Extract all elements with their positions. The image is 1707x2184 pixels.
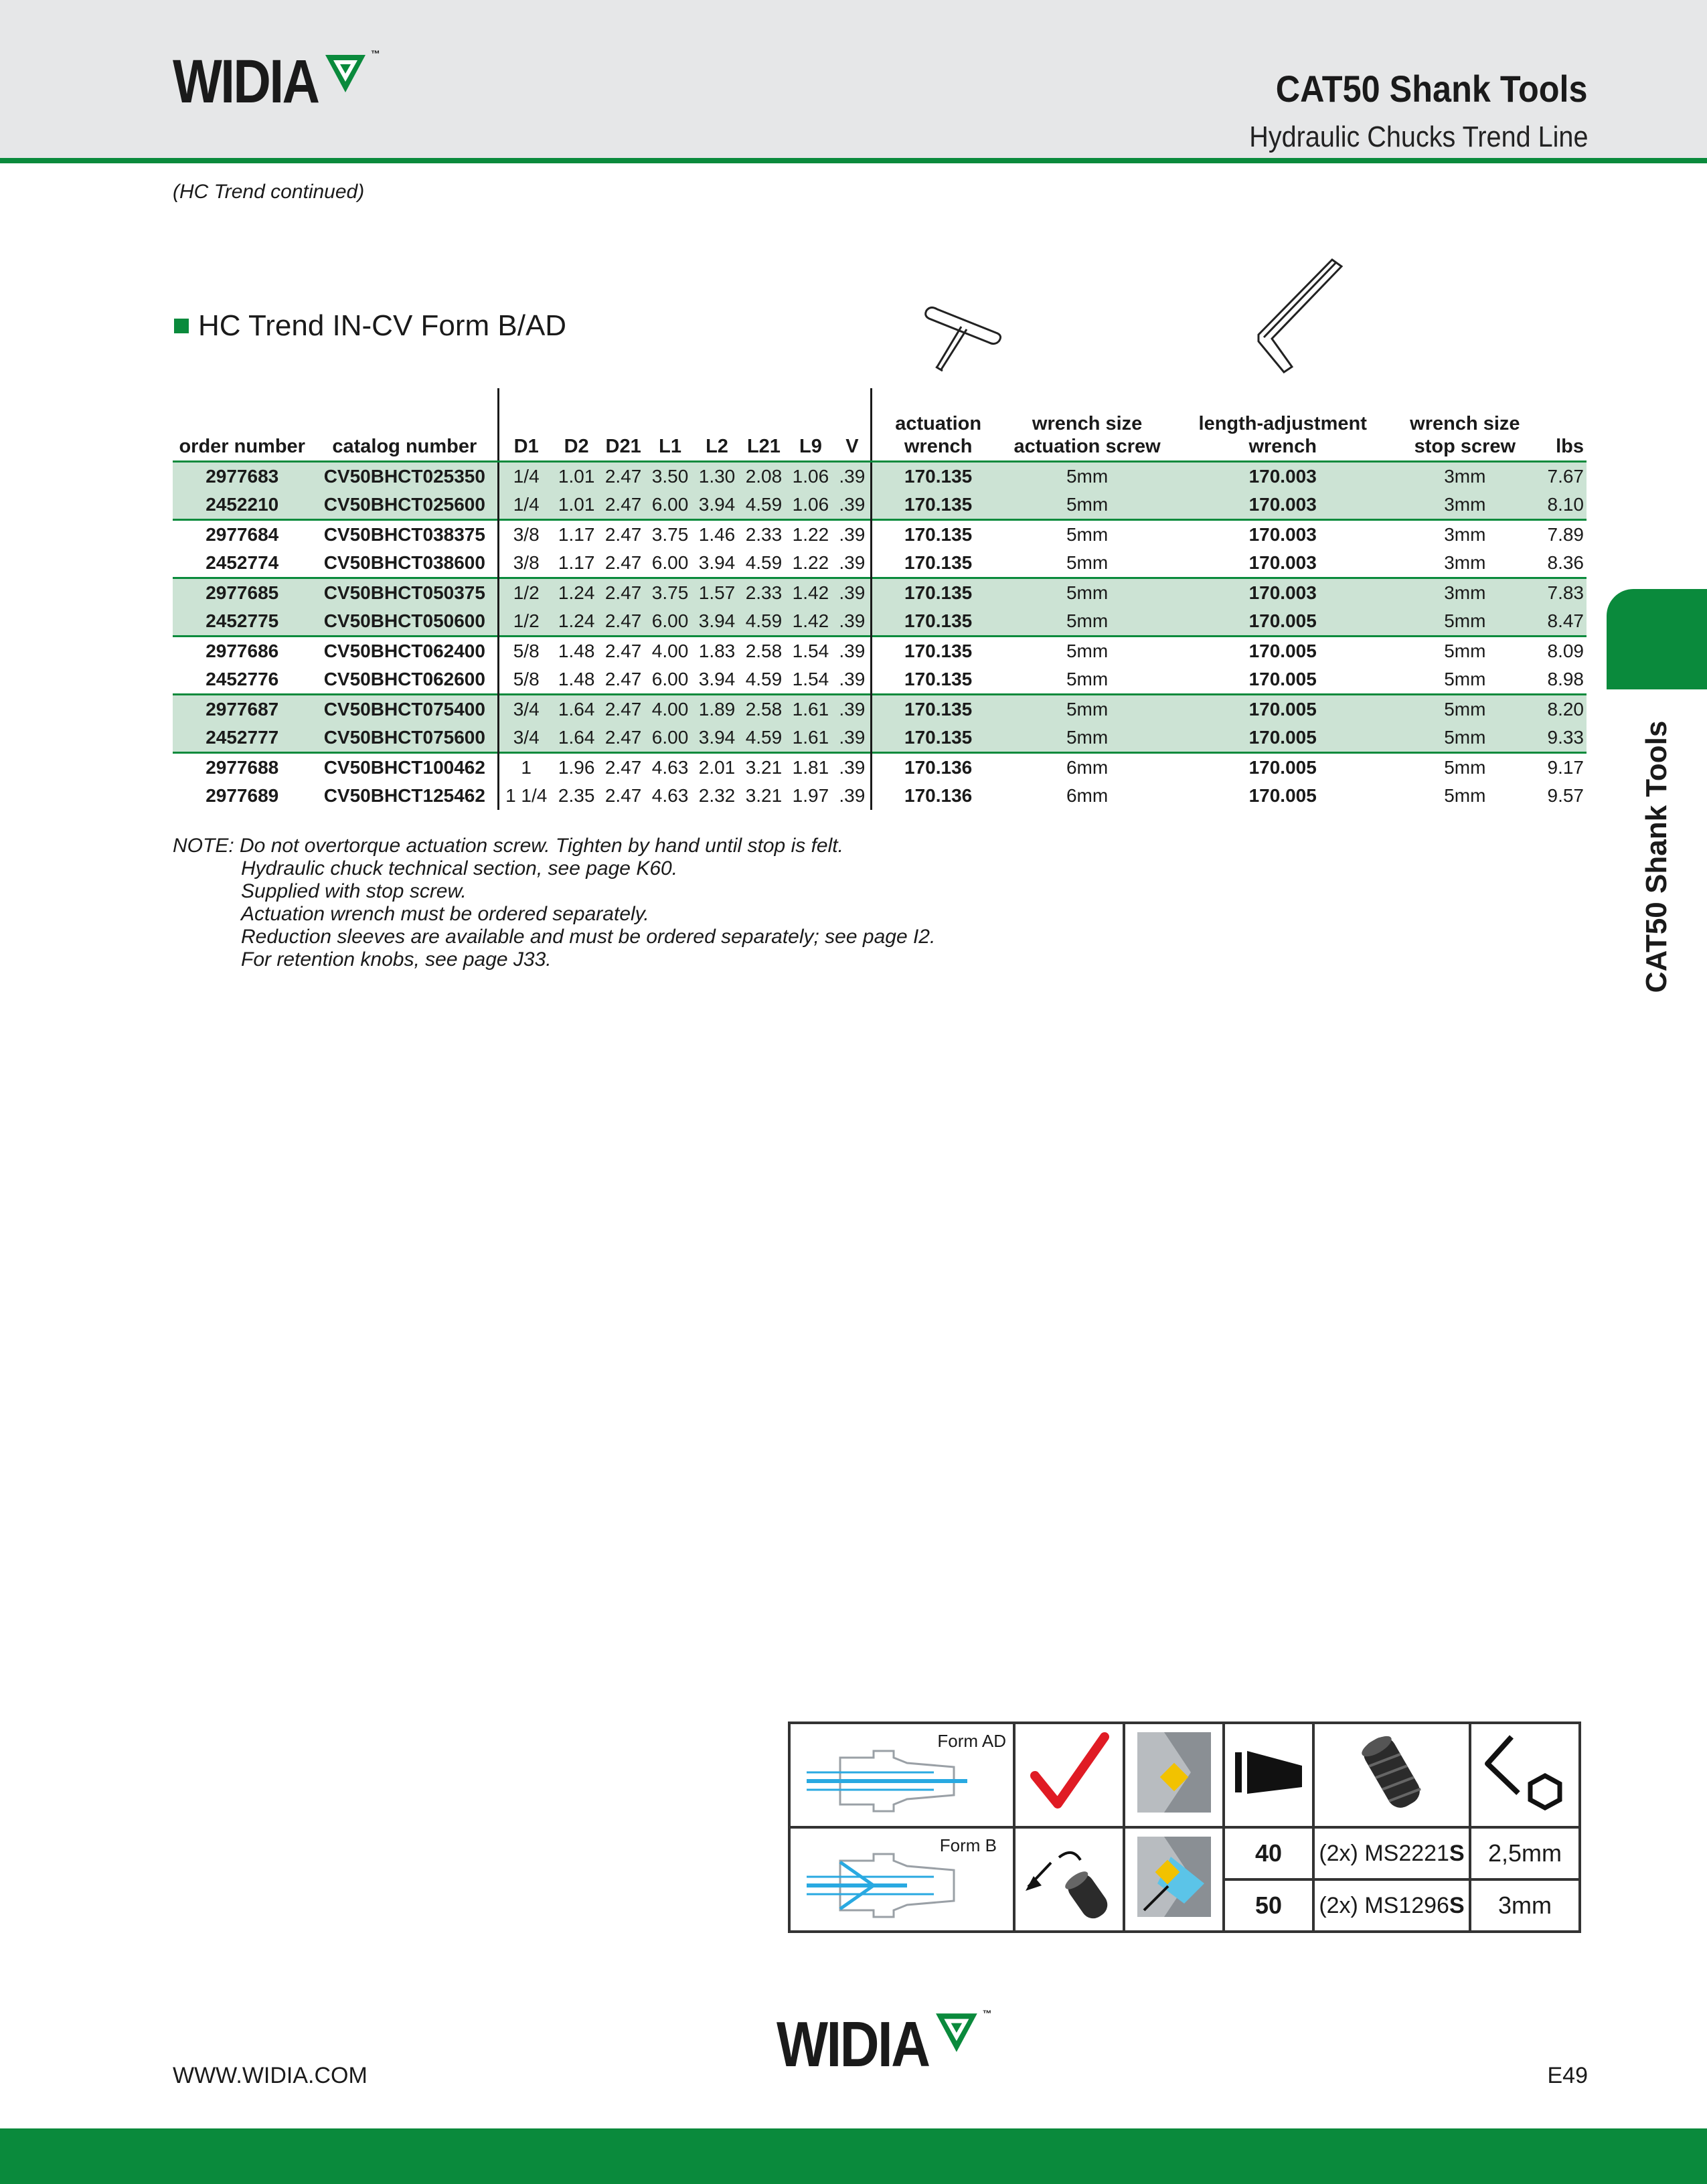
cell-l2: 1.57: [694, 578, 740, 608]
cell-v: .39: [834, 782, 871, 810]
cell-ws-act: 5mm: [1004, 724, 1169, 753]
cell-ws-stop: 5mm: [1444, 669, 1486, 689]
taper-cell: [1224, 1723, 1313, 1827]
cell-act: 170.135: [871, 607, 1004, 637]
cell-d21: 2.47: [600, 753, 647, 782]
footer-url[interactable]: WWW.WIDIA.COM: [173, 2063, 368, 2088]
cell-l1: 4.00: [647, 695, 694, 724]
cell-l9: 1.06: [787, 462, 834, 491]
cell-len: 170.005: [1170, 695, 1396, 724]
cell-l9: 1.61: [787, 695, 834, 724]
cell-l2: 1.89: [694, 695, 740, 724]
screw-50: (2x) MS1296S: [1313, 1879, 1470, 1932]
cell-l21: 2.33: [740, 520, 787, 550]
cell-d21: 2.47: [600, 491, 647, 520]
table-row: [173, 695, 1587, 724]
cell-l21: 4.59: [740, 724, 787, 753]
set-screw-icon: [1355, 1729, 1429, 1816]
cell-v: .39: [834, 607, 871, 637]
cell-catalog: CV50BHCT025600: [311, 491, 498, 520]
cell-order: 2452775: [173, 607, 311, 637]
section-heading: [174, 309, 566, 343]
cell-ws-stop: 3mm: [1396, 520, 1534, 550]
cell-l2: 1.30: [694, 462, 740, 491]
notes-block: [173, 835, 935, 971]
cell-ws-stop: 3mm: [1444, 552, 1486, 573]
cell-l2: 2.01: [694, 753, 740, 782]
cell-d21: 2.47: [604, 669, 642, 689]
cell-act: 170.135: [871, 462, 1004, 491]
table-row: [173, 753, 1587, 782]
cell-catalog: CV50BHCT038600: [311, 549, 498, 578]
cell-l21: 2.58: [740, 695, 787, 724]
cell-catalog: CV50BHCT125462: [311, 782, 498, 810]
screw-40: (2x) MS2221S: [1313, 1827, 1470, 1879]
cell-d21: 2.47: [604, 552, 642, 573]
page-subtitle: Hydraulic Chucks Trend Line: [1248, 120, 1588, 153]
cell-l21: 3.21: [745, 785, 783, 806]
cell-order: 2977686: [173, 637, 311, 666]
cell-d1: 3/8: [499, 520, 553, 550]
cell-l1: 4.00: [647, 637, 694, 666]
spec-table: [173, 388, 1587, 810]
cell-l2: 2.32: [698, 785, 736, 806]
continued-note: (HC Trend continued): [173, 181, 365, 203]
cell-d2: 1.48: [558, 669, 595, 689]
cell-order: 2977687: [173, 695, 311, 724]
cell-v: .39: [834, 724, 871, 753]
cell-ws-act: 5mm: [1004, 578, 1169, 608]
widia-logo: [173, 48, 380, 115]
col-l9: L9: [787, 388, 834, 462]
cell-d1: 3/4: [499, 724, 553, 753]
col-d21: D21: [600, 388, 647, 462]
footer-logo-text: WIDIA: [777, 2009, 929, 2080]
cell-l1: 4.63: [651, 785, 689, 806]
cell-d2: 2.35: [558, 785, 595, 806]
cell-l2: 3.94: [694, 491, 740, 520]
insert-coolant-cell: [1124, 1827, 1224, 1932]
cell-ws-act: 5mm: [1066, 552, 1109, 573]
cell-ws-stop: 3mm: [1396, 462, 1534, 491]
cell-l21: 4.59: [740, 491, 787, 520]
cell-l21: 2.33: [740, 578, 787, 608]
side-label: CAT50 Shank Tools: [1640, 720, 1673, 993]
cell-order: 2452776: [206, 669, 279, 689]
cell-order: 2452777: [173, 724, 311, 753]
cell-v: .39: [834, 462, 871, 491]
cell-lbs: 7.89: [1534, 520, 1587, 550]
side-tab[interactable]: [1607, 589, 1707, 689]
cell-ws-stop: 5mm: [1444, 785, 1486, 806]
note-line: NOTE: Do not overtorque actuation screw. Tighten by hand until stop is felt.: [173, 835, 843, 857]
cell-act: 170.136: [904, 785, 973, 806]
cell-l9: 1.81: [787, 753, 834, 782]
cell-d1: 3/8: [513, 552, 540, 573]
cell-ws-stop: 3mm: [1396, 578, 1534, 608]
note-line: Actuation wrench must be ordered separately.: [241, 903, 649, 925]
page-title: CAT50 Shank Tools: [1276, 68, 1588, 110]
col-wrench-size-stop: wrench size stop screw: [1396, 388, 1534, 462]
cell-v: .39: [834, 520, 871, 550]
cell-act: 170.136: [871, 753, 1004, 782]
cell-catalog: CV50BHCT050600: [311, 607, 498, 637]
cell-len: 170.003: [1248, 552, 1317, 573]
col-order-number: order number: [173, 388, 311, 462]
cell-d2: 1.48: [553, 637, 600, 666]
note-line: Supplied with stop screw.: [241, 880, 467, 902]
cell-d21: 2.47: [600, 607, 647, 637]
cell-l1: 6.00: [651, 669, 689, 689]
cell-d1: 1/4: [499, 462, 553, 491]
cell-l2: 3.94: [698, 552, 736, 573]
cell-len: 170.005: [1248, 669, 1317, 689]
col-lbs: lbs: [1534, 388, 1587, 462]
cell-d1: 1 1/4: [505, 785, 548, 806]
cell-act: 170.135: [871, 724, 1004, 753]
cell-l9: 1.22: [787, 520, 834, 550]
col-l2: L2: [694, 388, 740, 462]
insert-coolant-icon: [1131, 1830, 1218, 1924]
col-d2: D2: [553, 388, 600, 462]
cell-ws-act: 5mm: [1004, 607, 1169, 637]
size-40: 40: [1224, 1827, 1313, 1879]
cell-l1: 4.63: [647, 753, 694, 782]
cell-ws-act: 5mm: [1004, 637, 1169, 666]
cell-ws-act: 5mm: [1004, 491, 1169, 520]
footer-widia-triangle-icon: [934, 2011, 983, 2055]
cell-l2: 3.94: [694, 607, 740, 637]
col-actuation-wrench: actuation wrench: [871, 388, 1004, 462]
form-b-label: Form B: [939, 1835, 997, 1855]
cell-ws-act: 5mm: [1004, 520, 1169, 550]
cell-l21: 2.08: [740, 462, 787, 491]
check-mark-icon: [1026, 1729, 1113, 1816]
cell-v: .39: [834, 491, 871, 520]
cell-l21: 4.59: [740, 607, 787, 637]
cell-len: 170.005: [1170, 637, 1396, 666]
form-ad-label: Form AD: [937, 1731, 1006, 1751]
spec-table-body: [173, 462, 1587, 811]
col-v: V: [834, 388, 871, 462]
table-row: [173, 491, 1587, 520]
cell-d2: 1.01: [553, 491, 600, 520]
t-handle-wrench-icon: [897, 295, 1011, 375]
cell-ws-stop: 5mm: [1396, 637, 1534, 666]
cell-d2: 1.24: [553, 607, 600, 637]
cell-lbs: 8.47: [1534, 607, 1587, 637]
cell-l1: 3.75: [647, 520, 694, 550]
col-l1: L1: [647, 388, 694, 462]
cell-d21: 2.47: [604, 785, 642, 806]
hexkey-cell: [1470, 1723, 1580, 1827]
cell-d21: 2.47: [600, 724, 647, 753]
cell-catalog: CV50BHCT100462: [311, 753, 498, 782]
cell-l21: 4.59: [745, 552, 783, 573]
table-row: [173, 462, 1587, 491]
cell-lbs: 7.83: [1534, 578, 1587, 608]
cell-len: 170.003: [1170, 491, 1396, 520]
legend-icon-table: [788, 1721, 1581, 1933]
footer-bar: [0, 2128, 1707, 2184]
cell-v: .39: [834, 578, 871, 608]
table-row: [173, 637, 1587, 666]
cell-l9: 1.42: [787, 578, 834, 608]
cell-ws-act: 5mm: [1004, 695, 1169, 724]
cell-act: 170.135: [871, 637, 1004, 666]
cell-l21: 2.58: [740, 637, 787, 666]
cell-v: .39: [834, 549, 871, 578]
cell-order: 2977685: [173, 578, 311, 608]
cell-d2: 1.64: [553, 724, 600, 753]
col-catalog-number: catalog number: [311, 388, 498, 462]
cell-d2: 1.24: [553, 578, 600, 608]
cell-catalog: CV50BHCT062400: [311, 637, 498, 666]
cell-lbs: 9.17: [1534, 753, 1587, 782]
cell-len: 170.005: [1170, 724, 1396, 753]
cell-ws-stop: 5mm: [1396, 607, 1534, 637]
coolant-screw-icon: [1019, 1833, 1119, 1920]
cell-l1: 6.00: [647, 724, 694, 753]
cell-act: 170.135: [871, 578, 1004, 608]
section-title: HC Trend IN-CV Form B/AD: [198, 309, 567, 342]
cell-lbs: 8.10: [1534, 491, 1587, 520]
table-row: [173, 782, 1587, 810]
cell-len: 170.005: [1248, 785, 1317, 806]
table-row: [173, 724, 1587, 753]
cell-catalog: CV50BHCT050375: [311, 578, 498, 608]
cell-act: 170.135: [904, 669, 973, 689]
screw-cell: [1313, 1723, 1470, 1827]
note-line: Hydraulic chuck technical section, see page K60.: [241, 857, 678, 879]
key-40: 2,5mm: [1470, 1827, 1580, 1879]
table-row: [173, 607, 1587, 637]
insert-cell: [1124, 1723, 1224, 1827]
check-cell: [1014, 1723, 1124, 1827]
cell-d2: 1.96: [553, 753, 600, 782]
form-ad-chuck-icon: [800, 1744, 987, 1818]
cell-l1: 3.50: [647, 462, 694, 491]
cell-v: .39: [834, 695, 871, 724]
cell-catalog: CV50BHCT075400: [311, 695, 498, 724]
cell-l2: 1.83: [694, 637, 740, 666]
table-row: [173, 665, 1587, 695]
cell-order: 2977683: [173, 462, 311, 491]
cell-catalog: CV50BHCT025350: [311, 462, 498, 491]
widia-triangle-icon: [324, 52, 371, 95]
cell-ws-stop: 5mm: [1396, 724, 1534, 753]
cell-v: .39: [834, 753, 871, 782]
page-number: E49: [1547, 2063, 1588, 2088]
cell-lbs: 8.09: [1534, 637, 1587, 666]
cell-ws-stop: 5mm: [1396, 695, 1534, 724]
cell-order: 2452210: [173, 491, 311, 520]
cell-d1: 1/4: [499, 491, 553, 520]
cell-act: 170.135: [904, 552, 973, 573]
cell-v: .39: [834, 637, 871, 666]
form-ad-cell: [789, 1723, 1014, 1827]
cell-ws-act: 5mm: [1066, 669, 1109, 689]
cell-catalog: CV50BHCT075600: [311, 724, 498, 753]
cell-lbs: 8.20: [1534, 695, 1587, 724]
note-line: Reduction sleeves are available and must be ordered separately; see page I2.: [241, 926, 936, 948]
cell-l21: 4.59: [745, 669, 783, 689]
cell-len: 170.003: [1170, 578, 1396, 608]
cell-len: 170.005: [1170, 753, 1396, 782]
logo-text: WIDIA: [173, 48, 319, 116]
cell-lbs: 9.33: [1534, 724, 1587, 753]
cell-ws-act: 6mm: [1004, 753, 1169, 782]
cell-v: .39: [834, 665, 871, 695]
key-50: 3mm: [1470, 1879, 1580, 1932]
cell-lbs: 7.67: [1534, 462, 1587, 491]
cell-len: 170.003: [1170, 462, 1396, 491]
cutting-insert-icon: [1131, 1726, 1218, 1819]
cell-l1: 6.00: [647, 491, 694, 520]
cell-ws-act: 5mm: [1004, 462, 1169, 491]
cell-d1: 1/2: [499, 607, 553, 637]
taper-shank-icon: [1228, 1739, 1309, 1806]
hex-key-icon: [1252, 254, 1352, 382]
cell-ws-stop: 3mm: [1396, 491, 1534, 520]
table-header-row: [173, 388, 1587, 462]
note-line: For retention knobs, see page J33.: [241, 948, 552, 971]
col-l21: L21: [740, 388, 787, 462]
cell-l9: 1.54: [787, 637, 834, 666]
cell-act: 170.135: [871, 695, 1004, 724]
footer-logo-trademark: ™: [982, 2008, 992, 2019]
cell-ws-stop: 5mm: [1396, 753, 1534, 782]
cell-d1: 5/8: [499, 637, 553, 666]
form-b-chuck-icon: [800, 1847, 987, 1928]
cell-d21: 2.47: [600, 578, 647, 608]
cell-d1: 1: [499, 753, 553, 782]
cell-len: 170.005: [1170, 607, 1396, 637]
footer-widia-logo: [777, 2008, 992, 2082]
cell-l2: 1.46: [694, 520, 740, 550]
cell-l1: 6.00: [651, 552, 689, 573]
cell-l21: 3.21: [740, 753, 787, 782]
cell-l2: 3.94: [698, 669, 736, 689]
cell-l9: 1.97: [792, 785, 829, 806]
cell-d2: 1.17: [553, 520, 600, 550]
cell-d1: 1/2: [499, 578, 553, 608]
cell-order: 2452774: [206, 552, 279, 573]
cell-d21: 2.47: [600, 637, 647, 666]
cell-act: 170.135: [871, 520, 1004, 550]
cell-lbs: 8.98: [1547, 669, 1584, 689]
cell-l9: 1.54: [792, 669, 829, 689]
cell-l9: 1.06: [787, 491, 834, 520]
cell-d1: 3/4: [499, 695, 553, 724]
size-50: 50: [1224, 1879, 1313, 1932]
cell-d2: 1.17: [558, 552, 595, 573]
cell-d2: 1.64: [553, 695, 600, 724]
hex-key-size-icon: [1478, 1729, 1572, 1816]
cell-catalog: CV50BHCT038375: [311, 520, 498, 550]
col-length-adjustment: length-adjustment wrench: [1170, 388, 1396, 462]
cell-order: 2977689: [206, 785, 279, 806]
cell-catalog: CV50BHCT062600: [311, 665, 498, 695]
cell-l1: 3.75: [647, 578, 694, 608]
cell-order: 2977688: [173, 753, 311, 782]
cell-d21: 2.47: [600, 462, 647, 491]
section-bullet-icon: [174, 319, 189, 333]
header-rule: [0, 158, 1707, 163]
cell-l1: 6.00: [647, 607, 694, 637]
cell-l9: 1.42: [787, 607, 834, 637]
cell-l2: 3.94: [694, 724, 740, 753]
cell-d21: 2.47: [600, 695, 647, 724]
col-d1: D1: [499, 388, 553, 462]
table-row: [173, 578, 1587, 608]
cell-d1: 5/8: [513, 669, 540, 689]
cell-act: 170.135: [871, 491, 1004, 520]
coolant-cell: [1014, 1827, 1124, 1932]
cell-ws-act: 6mm: [1066, 785, 1109, 806]
cell-len: 170.003: [1170, 520, 1396, 550]
form-b-cell: [789, 1827, 1014, 1932]
logo-trademark: ™: [370, 48, 380, 59]
cell-order: 2977684: [173, 520, 311, 550]
table-row: [173, 520, 1587, 550]
cell-d21: 2.47: [600, 520, 647, 550]
cell-l9: 1.22: [792, 552, 829, 573]
col-wrench-size-actuation: wrench size actuation screw: [1004, 388, 1169, 462]
table-row: [173, 549, 1587, 578]
cell-lbs: 8.36: [1547, 552, 1584, 573]
cell-l9: 1.61: [787, 724, 834, 753]
cell-lbs: 9.57: [1547, 785, 1584, 806]
cell-d2: 1.01: [553, 462, 600, 491]
